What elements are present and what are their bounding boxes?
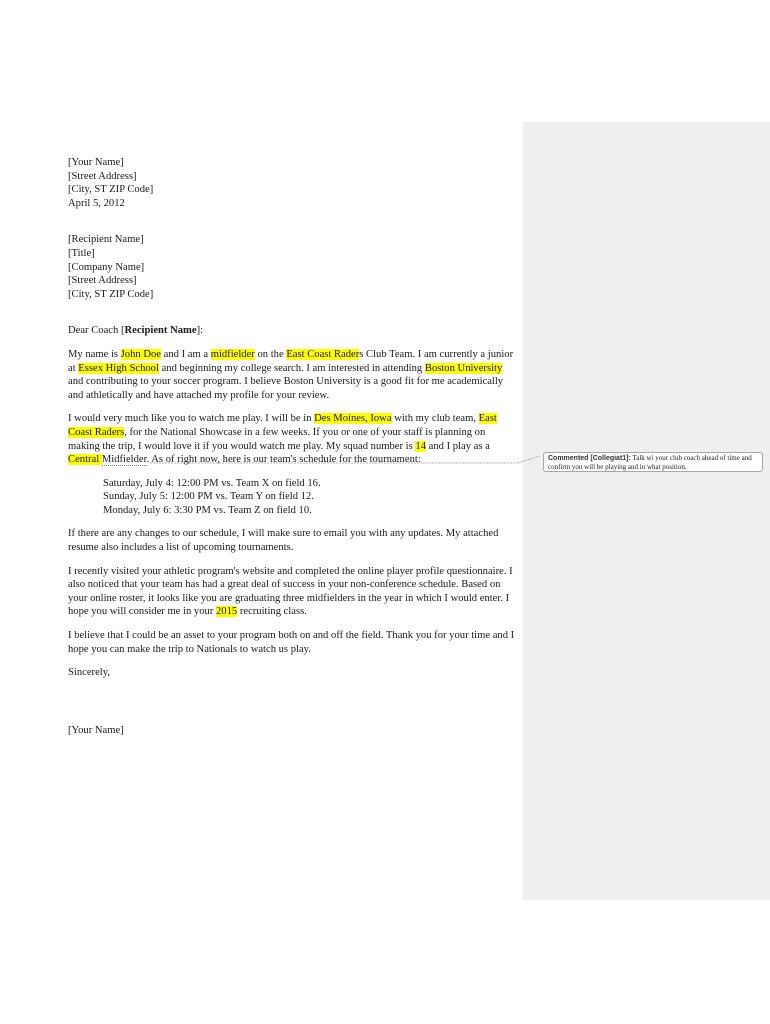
- highlight-club-team: East: [478, 413, 497, 425]
- schedule-list: [68, 477, 518, 518]
- list-item: Saturday, July 4: 12:00 PM vs. Team X on field 16.: [103, 477, 321, 489]
- salutation-recipient: Recipient Name: [124, 325, 197, 337]
- highlight-central: Central: [68, 454, 102, 466]
- highlight-player-name: John Doe: [120, 348, 161, 360]
- paragraph-showcase: I would very much like you to watch me play. I will be in Des Moines, Iowa with my club team, East Coast Raders, for the National Showcase in a few weeks. If you or one of your staff is planning on making the trip, I would love it if you would watch me play. My squad number is 14 and I play as a Central Midfielder. As of right now, here is our team's schedule for the tournament:: [68, 413, 497, 466]
- paragraph-closing: I believe that I could be an asset to your program both on and off the field. Thank you for your time and I hope you can make the trip to Nationals to watch us play.: [68, 630, 515, 655]
- sender-block: [68, 156, 518, 210]
- recipient-block: [68, 233, 518, 301]
- comment-text: Talk wi your club coach ahead of time and confirm you will be playing and in what position.: [548, 454, 752, 471]
- highlight-class-year: 2015: [216, 606, 238, 618]
- recipient-street: [Street Address]: [68, 275, 137, 287]
- recipient-name: [Recipient Name]: [68, 234, 144, 246]
- closing: Sincerely,: [68, 667, 110, 679]
- letter-date: April 5, 2012: [68, 197, 125, 209]
- paragraph-profile: I recently visited your athletic program's website and completed the online player profile questionnaire. I also noticed that your team has had a great deal of success in your non-conference schedule. Based on your online roster, it looks like you are graduating three midfielders in the year in which I would enter. I hope you will consider me in your 2015 recruiting class.: [68, 565, 513, 618]
- highlight-squad-number: 14: [415, 440, 426, 452]
- highlight-club-team: East Coast Rader: [286, 348, 360, 360]
- recipient-company: [Company Name]: [68, 261, 145, 273]
- highlight-university: Boston University: [424, 362, 503, 374]
- paragraph-updates: If there are any changes to our schedule, I will make sure to email you with any updates. My attached resume also includes a list of upcoming tournaments.: [68, 528, 499, 554]
- recipient-city: [City, ST ZIP Code]: [68, 288, 154, 300]
- salutation: Dear Coach [Recipient Name]:: [68, 325, 204, 337]
- comment-balloon[interactable]: [543, 452, 763, 472]
- sender-street: [Street Address]: [68, 170, 137, 182]
- list-item: Monday, July 6: 3:30 PM vs. Team Z on field 10.: [103, 504, 312, 516]
- sender-name: [Your Name]: [68, 157, 124, 168]
- highlight-location: Des Moines, Iowa: [314, 413, 392, 425]
- highlight-club-team: Coast Raders: [68, 426, 125, 438]
- highlight-high-school: Essex High School: [78, 362, 159, 374]
- letter-body[interactable]: [68, 156, 518, 737]
- comment-anchor[interactable]: Midfielder: [101, 454, 147, 466]
- list-item: Sunday, July 5: 12:00 PM vs. Team Y on field 12.: [103, 491, 314, 503]
- highlight-position: midfielder: [210, 348, 255, 360]
- signature: [Your Name]: [68, 724, 124, 736]
- paragraph-introduction: My name is John Doe and I am a midfielder on the East Coast Raders Club Team. I am currently a junior at Essex High School and beginning my college search. I am interested in attending Boston University and contributing to your soccer program. I believe Boston University is a good fit for me academically and athletically and have attached my profile for your review.: [68, 348, 514, 401]
- comment-author: Commented [Collegiat1]:: [548, 455, 631, 462]
- sender-city: [City, ST ZIP Code]: [68, 184, 154, 196]
- recipient-title: [Title]: [68, 247, 95, 259]
